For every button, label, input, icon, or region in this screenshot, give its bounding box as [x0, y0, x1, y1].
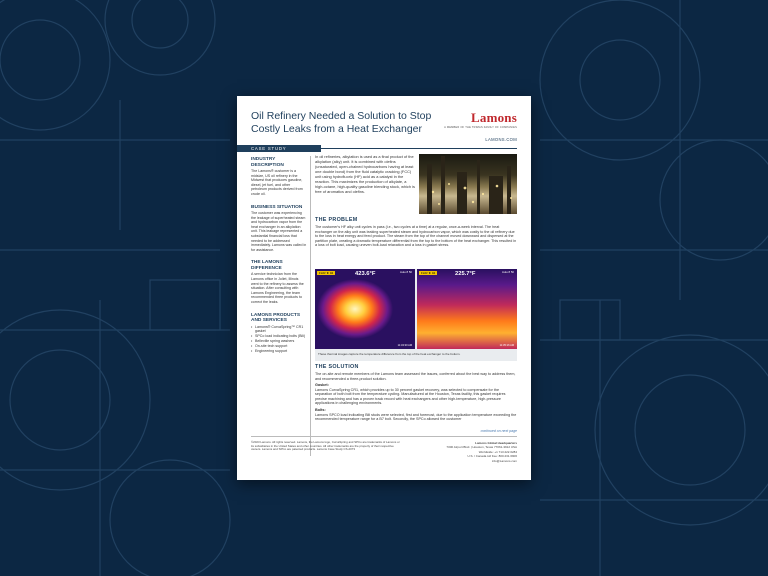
logo-tagline: A MEMBER OF THE TRIMAS FAMILY OF COMPANIES	[444, 126, 517, 129]
bolts-section	[315, 408, 517, 422]
hq-phone-tollfree: U.S. / Canada toll free: 800.231.6906	[467, 454, 517, 459]
thermal-images	[315, 269, 517, 361]
gasket-section	[315, 383, 517, 406]
bolts-heading: Bolts:	[315, 408, 326, 412]
thermal-image-right	[417, 269, 517, 349]
products-list	[251, 325, 307, 354]
list-item: • SPCo load indicating bolts (Bili)	[251, 334, 307, 339]
list-item: • Belleville spring washers	[251, 339, 307, 344]
list-item: • On-site tech support	[251, 344, 307, 349]
solution-text: The on-site and remote members of the Lamons team assessed the issues, conferred about the best way to address them, and recommended a three-product solution.	[315, 372, 516, 381]
case-study-document	[237, 96, 531, 480]
case-study-label: CASE STUDY	[237, 145, 321, 152]
thermal-tag: FLIR ★ 04	[421, 271, 436, 275]
brand-url[interactable]: LAMONS.COM	[485, 137, 517, 142]
header-divider	[307, 148, 517, 149]
hq-email[interactable]: info@Lamons.com	[491, 458, 517, 463]
legal-text: ©2023 Lamons. All rights reserved. Lamons, the Lamons logo, CurvaSpring and SPCo are trademarks of Lamons or its subsidiaries in the United States and other countries. All other trademarks are the property of their respective owners. Lamons and SPCo are patented products. Lamons Case Study CS-2073	[251, 440, 400, 452]
gasket-text: Lamons CurvaSpring CR1, which provides up to 30 percent gasket recovery, was selected to compensate for the separation of both bolt from the temperature cycling. Manufactured at the Houston, Texas facility, this gasket requires precise machining and has a proven track record with heat exchangers and other high-temperature, high-pressure applications in challenging environments.	[315, 387, 506, 406]
lamons-logo[interactable]	[444, 110, 517, 142]
footer-divider	[251, 436, 517, 437]
difference-text: A service technician from the Lamons office in Joliet, Illinois went to the refinery to assess the situation. After consulting with Lamons Engineering, the team recommended three products to correct the leaks.	[251, 272, 304, 304]
hq-address: 7300 Airport Blvd. | Houston, Texas 77061-3912 USA	[446, 445, 517, 450]
bolts-text: Lamons SPCO load indicating Bili studs were selected, first and foremost, due to the application temperature exceeding the recommended temperature range for a B7 bolt. Secondly, the SPCo allowed the customer	[315, 412, 517, 422]
thermal-corner-label: Auto 8 50	[502, 270, 514, 274]
list-item: • Engineering support	[251, 349, 307, 354]
problem-heading: THE PROBLEM	[315, 217, 358, 223]
thermal-temperature: 225.7°F	[455, 271, 476, 277]
hq-name: Lamons Global Headquarters	[475, 441, 517, 445]
products-heading: LAMONS PRODUCTS AND SERVICES	[251, 312, 301, 324]
thermal-image-left	[315, 269, 415, 349]
difference-heading: THE LAMONS DIFFERENCE	[251, 260, 283, 271]
industry-heading: INDUSTRY DESCRIPTION	[251, 157, 284, 168]
industry-text: The Lamons® customer is a midsize, US oil refinery in the Midwest that produces gasoline, diesel, jet fuel, and other petroleum products derived from crude oil.	[251, 169, 303, 196]
gasket-heading: Gasket:	[315, 383, 329, 387]
thermal-temperature: 423.6°F	[355, 271, 376, 277]
headquarters-info	[417, 441, 517, 463]
situation-heading: BUSINESS SITUATION	[251, 204, 303, 210]
refinery-photo	[419, 154, 517, 214]
problem-text: The customer's HF alky unit cycles in pass (i.e., two cycles at a time) at a regular, once-a-week interval. The heat exchanger on the alky unit was leaking superheated steam and hydrocarbon vapor, which was costly to the oil refinery due to the loss in heat energy and feed product. The steam from the top of the channel moved downward and dispersed at the partition plate, creating a dramatic temperature differential from the top to the bottom of the heat exchanger. This resulted in a loss of bolt load, causing uneven bolt-load relaxation and a loss in gasket stress.	[315, 225, 517, 248]
thermal-corner-label: Auto 8 50	[400, 270, 412, 274]
continued-note: continued on next page	[480, 429, 517, 433]
thermal-caption: These thermal images capture the temperature difference from the top of the heat exchanger to the bottom.	[318, 352, 461, 356]
column-divider	[310, 156, 311, 456]
logo-wordmark: Lamons	[471, 110, 517, 125]
thermal-tag: FLIR ★ 04	[319, 271, 334, 275]
situation-text: The customer was experiencing the leakage of superheated steam and hydrocarbon vapor from the heat exchanger in an alkylation unit. This leakage represented a substantial financial loss that needed to be addressed immediately. Lamons was called in for assistance.	[251, 211, 307, 252]
sidebar	[251, 157, 307, 354]
document-title: Oil Refinery Needed a Solution to Stop Costly Leaks from a Heat Exchanger	[251, 110, 432, 135]
intro-text: In oil refineries, alkylation is used as a final product of the alkylation (alky) unit. It is combined with olefins (unsaturated, open-chained hydrocarbons having at least one double bond) from the fluid catalytic cracking (FCC) unit using hydrofluoric (HF) acid as a catalyst in the reaction. This maximizes the production of alkylate, a high-octane, high-quality gasoline blending stock, which is free of aromatics and olefins.	[315, 154, 415, 194]
list-item: • Lamons® CurvaSpring™ CR1 gasket	[251, 325, 307, 335]
hq-phone-worldwide: Worldwide: +1 713.222.0284	[478, 449, 517, 454]
solution-heading: THE SOLUTION	[315, 364, 359, 370]
thermal-timestamp: 11:34:30 AM	[397, 344, 412, 347]
thermal-timestamp: 11:35:16 AM	[499, 344, 514, 347]
